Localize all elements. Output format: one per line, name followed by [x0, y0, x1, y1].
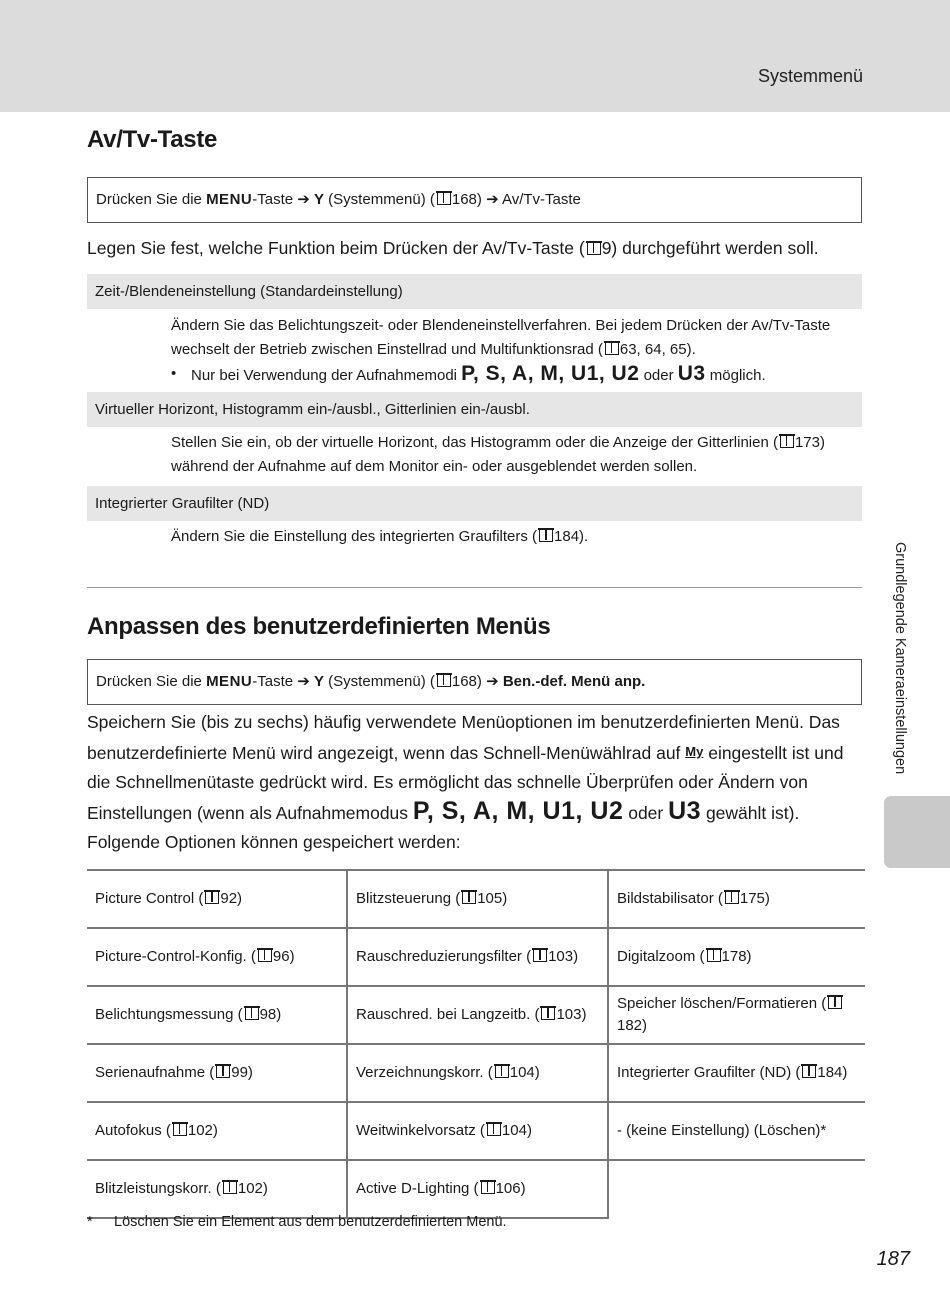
table-cell: Blitzleistungskorr. ( 102): [87, 1160, 347, 1218]
section-divider: [87, 587, 862, 588]
menu-path-target: Ben.-def. Menü anp.: [502, 673, 646, 690]
table-cell: Picture-Control-Konfig. ( 96): [87, 928, 347, 986]
book-ref-icon: [533, 950, 547, 962]
table-cell: Autofokus ( 102): [87, 1102, 347, 1160]
table-row: [87, 870, 865, 928]
book-ref-icon: [539, 530, 553, 542]
book-ref-icon: [173, 1124, 187, 1136]
table-row: [87, 1044, 865, 1102]
book-ref-icon: [437, 193, 451, 205]
option-description: Ändern Sie das Belichtungszeit- oder Blendeneinstellverfahren. Bei jedem Drücken der Av/Tv-Taste wechselt der Betrieb zwischen Einstellrad und Multifunktionsrad ( 63, 64, 65). • Nur bei Verwendung der Aufnahmemodi P, S, A, M, U1, U2 oder U3 möglich.: [171, 314, 861, 388]
table-cell: Weitwinkelvorsatz ( 104): [347, 1102, 608, 1160]
section-header: Systemmenü: [757, 66, 863, 86]
chapter-side-label: Grundlegende Kameraeinstellungen: [892, 542, 908, 775]
menu-key-icon: MENU: [206, 673, 253, 690]
bullet-icon: •: [171, 365, 177, 382]
table-cell: Integrierter Graufilter (ND) ( 184): [608, 1044, 865, 1102]
book-ref-icon: [216, 1066, 230, 1078]
table-cell: Active D-Lighting ( 106): [347, 1160, 608, 1218]
table-cell: Bildstabilisator ( 175): [608, 870, 865, 928]
book-ref-icon: [707, 950, 721, 962]
mode-icon-u3: U3: [677, 362, 706, 385]
option-heading: Zeit-/Blendeneinstellung (Standardeinstellung): [87, 274, 862, 309]
footnote-mark: *: [87, 1214, 93, 1230]
book-ref-icon: [541, 1008, 555, 1020]
menu-path-box: Drücken Sie die MENU-Taste ➔ Y (Systemmenü) ( 168) ➔ Av/Tv-Taste: [87, 177, 862, 223]
chapter-tab: [884, 796, 950, 868]
mode-icons: P, S, A, M, U1, U2: [412, 797, 624, 825]
table-row: [87, 1102, 865, 1160]
table-cell: Serienaufnahme ( 99): [87, 1044, 347, 1102]
table-cell: Picture Control ( 92): [87, 870, 347, 928]
book-ref-icon: [605, 343, 619, 355]
mode-icons: P, S, A, M, U1, U2: [461, 362, 640, 385]
table-row: [87, 1160, 865, 1218]
wrench-icon: Y: [314, 673, 325, 690]
table-row: [87, 986, 865, 1044]
book-ref-icon: [205, 892, 219, 904]
book-ref-icon: [802, 1066, 816, 1078]
table-cell: Speicher löschen/Formatieren (182): [608, 986, 865, 1044]
menu-key-icon: MENU: [206, 191, 253, 208]
menu-path-target: Av/Tv-Taste: [501, 191, 581, 208]
book-ref-icon: [587, 243, 601, 255]
table-row: [87, 928, 865, 986]
book-ref-icon: [828, 997, 842, 1009]
book-ref-icon: [258, 950, 272, 962]
book-ref-icon: [245, 1008, 259, 1020]
table-cell: Rauschred. bei Langzeitb. ( 103): [347, 986, 608, 1044]
option-description: Ändern Sie die Einstellung des integrierten Graufilters ( 184).: [171, 528, 589, 545]
table-cell: Belichtungsmessung ( 98): [87, 986, 347, 1044]
bullet-note: • Nur bei Verwendung der Aufnahmemodi P, S, A, M, U1, U2 oder U3 möglich.: [171, 362, 861, 388]
section-title-av-tv: Av/Tv-Taste: [87, 126, 218, 153]
header-band: [0, 0, 950, 112]
footnote: * Löschen Sie ein Element aus dem benutzerdefinierten Menü.: [87, 1214, 507, 1230]
table-cell: - (keine Einstellung) (Löschen)*: [608, 1102, 865, 1160]
section-intro: Legen Sie fest, welche Funktion beim Drücken der Av/Tv-Taste ( 9) durchgeführt werden soll.: [87, 238, 819, 258]
option-heading: Virtueller Horizont, Histogramm ein-/ausbl., Gitterlinien ein-/ausbl.: [87, 392, 862, 427]
page-number: 187: [876, 1248, 910, 1270]
options-table: [87, 869, 865, 1219]
table-cell: [608, 1160, 865, 1218]
section-title-custom-menu: Anpassen des benutzerdefinierten Menüs: [87, 613, 551, 640]
book-ref-icon: [462, 892, 476, 904]
book-ref-icon: [487, 1124, 501, 1136]
book-ref-icon: [437, 675, 451, 687]
book-ref-icon: [481, 1182, 495, 1194]
book-ref-icon: [725, 892, 739, 904]
mode-icon-u3: U3: [668, 797, 702, 825]
menu-path-box: Drücken Sie die MENU-Taste ➔ Y (Systemmenü) ( 168) ➔ Ben.-def. Menü anp.: [87, 659, 862, 705]
option-description: Stellen Sie ein, ob der virtuelle Horizont, das Histogramm oder die Anzeige der Gitterlinien ( 173) während der Aufnahme auf dem Monitor ein- oder ausgeblendet werden sollen.: [171, 434, 825, 475]
section-intro: Speichern Sie (bis zu sechs) häufig verwendete Menüoptionen im benutzerdefinierten Menü. Das benutzerdefinierte Menü wird angezeigt, wenn das Schnell-Menüwählrad auf My eingestellt ist und die Schnellmenütaste gedrückt wird. Es ermöglicht das schnelle Überprüfen oder Ändern von Einstellungen (wenn als Aufnahmemodus P, S, A, M, U1, U2 oder U3 gewählt ist). Folgende Optionen können gespeichert werden:: [87, 712, 844, 852]
wrench-icon: Y: [314, 191, 325, 208]
option-heading: Integrierter Graufilter (ND): [87, 486, 862, 521]
book-ref-icon: [223, 1182, 237, 1194]
table-cell: Rauschreduzierungsfilter ( 103): [347, 928, 608, 986]
table-cell: Verzeichnungskorr. ( 104): [347, 1044, 608, 1102]
table-cell: Blitzsteuerung ( 105): [347, 870, 608, 928]
book-ref-icon: [780, 436, 794, 448]
book-ref-icon: [495, 1066, 509, 1078]
my-menu-icon: My: [685, 744, 704, 759]
table-cell: Digitalzoom ( 178): [608, 928, 865, 986]
